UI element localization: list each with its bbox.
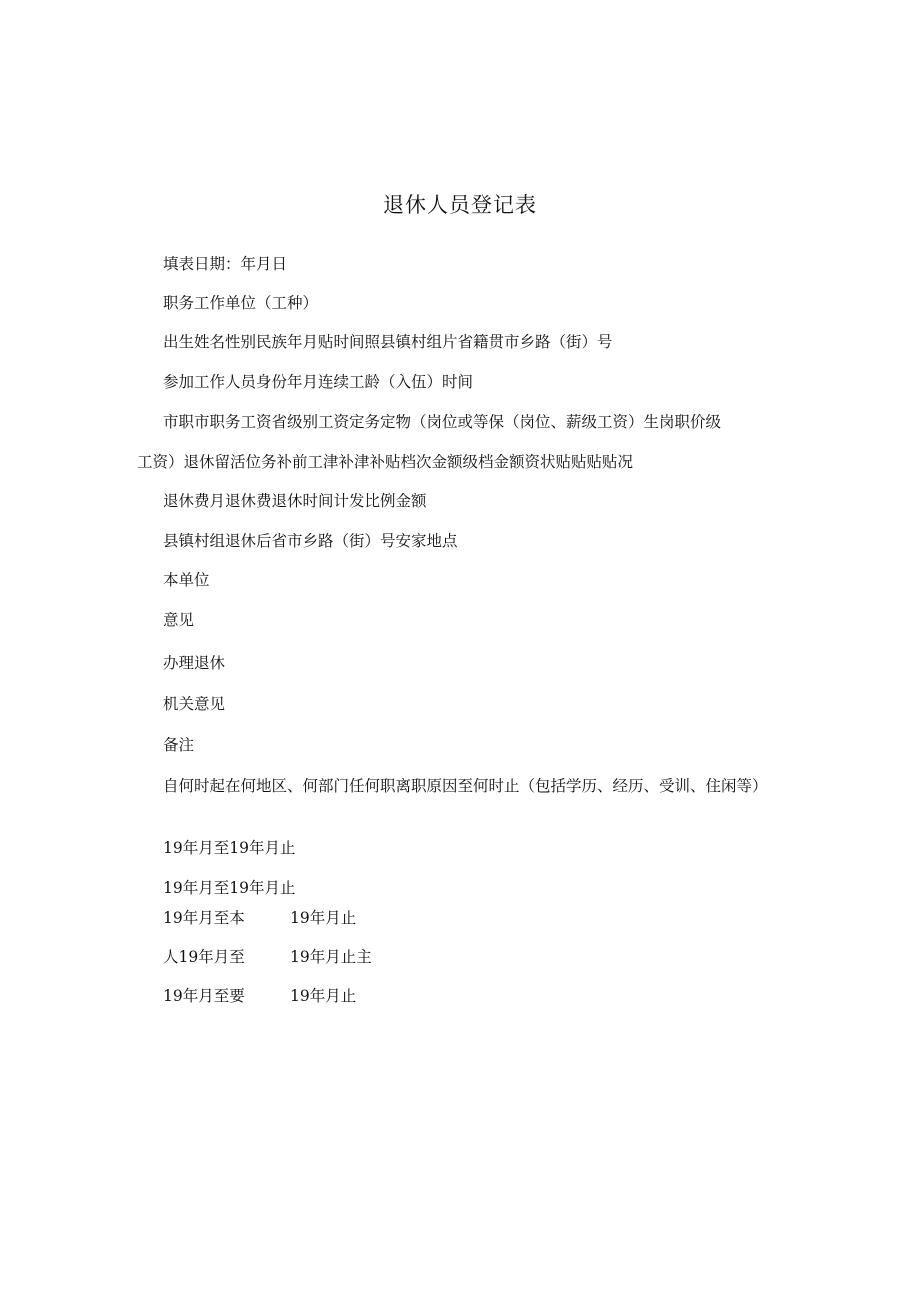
document-title: 退休人员登记表 — [383, 193, 537, 217]
salary-line-continued: 工资）退休留活位务补前工津补津补贴档次金额级档金额资状贴贴贴贴况 — [137, 453, 634, 471]
residence-line: 县镇村组退休后省市乡路（街）号安家地点 — [163, 532, 458, 550]
history-row-left: 19年月至19年月止 — [163, 839, 296, 857]
history-row-right: 19年月止 — [290, 987, 357, 1005]
unit-label: 本单位 — [163, 571, 210, 589]
opinion-label: 意见 — [163, 611, 195, 629]
position-unit-line: 职务工作单位（工种） — [163, 294, 319, 312]
history-row-right: 19年月止 — [290, 909, 357, 927]
history-header: 自何时起在何地区、何部门任何职离职原因至何时止（包括学历、经历、受训、住闲等） — [163, 777, 768, 795]
history-row-right: 19年月止主 — [290, 948, 372, 966]
handling-label: 办理退休 — [163, 654, 226, 672]
history-row-left: 19年月至要 — [163, 987, 245, 1005]
history-row-left: 人19年月至 — [163, 948, 245, 966]
fill-date-line: 填表日期：年月日 — [163, 255, 288, 273]
work-start-line: 参加工作人员身份年月连续工龄（入伍）时间 — [163, 373, 474, 391]
history-row-left: 19年月至本 — [163, 909, 245, 927]
history-row-left: 19年月至19年月止 — [163, 879, 296, 897]
pension-line: 退休费月退休费退休时间计发比例金额 — [163, 492, 427, 510]
salary-line: 市职市职务工资省级别工资定务定物（岗位或等保（岗位、薪级工资）生岗职价级 — [163, 413, 722, 431]
agency-opinion-label: 机关意见 — [163, 695, 226, 713]
remarks-label: 备注 — [163, 736, 195, 754]
birth-info-line: 出生姓名性别民族年月贴时间照县镇村组片省籍贯市乡路（街）号 — [163, 333, 613, 351]
